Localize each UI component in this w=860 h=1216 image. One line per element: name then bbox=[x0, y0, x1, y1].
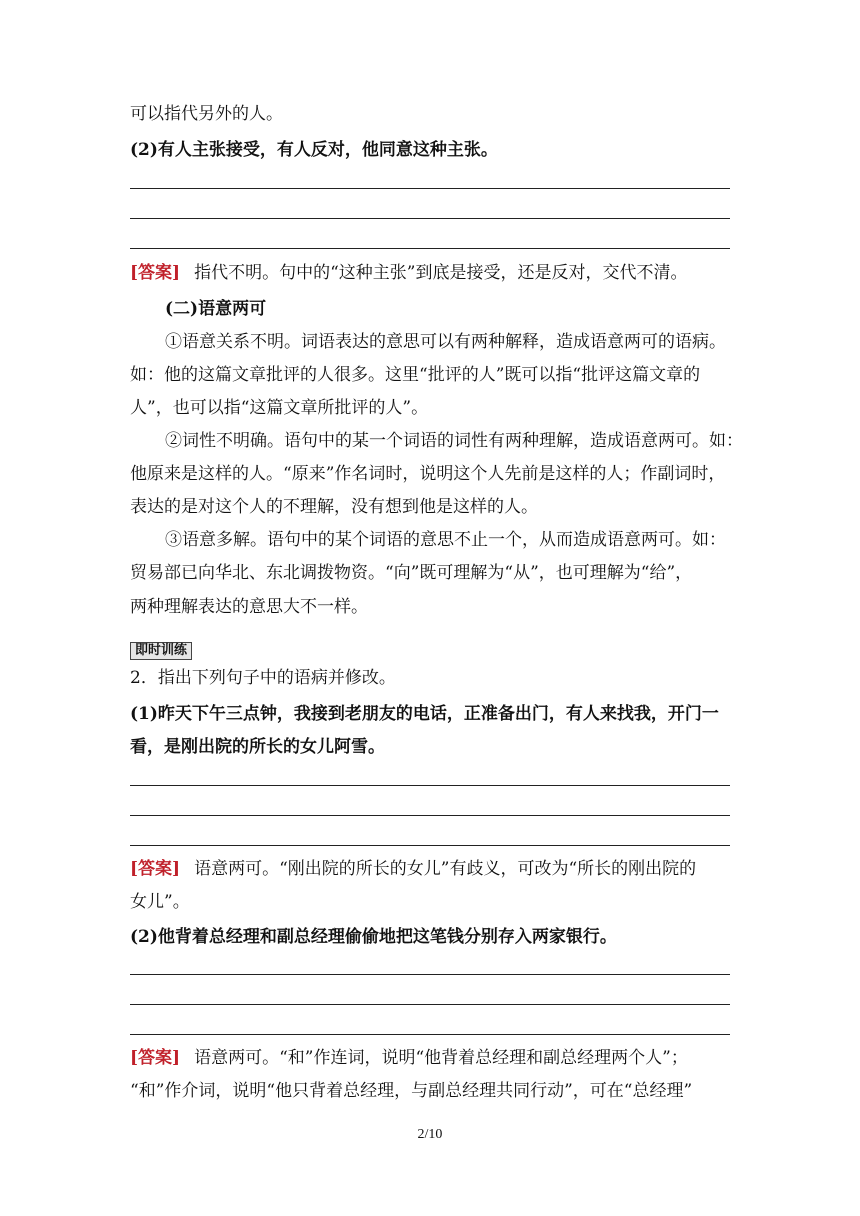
answer-label: [答案] bbox=[130, 859, 181, 879]
practice-tag: 即时训练 bbox=[130, 642, 192, 660]
answer-rule bbox=[130, 218, 730, 219]
answer-rule bbox=[130, 815, 730, 816]
answer-rule bbox=[130, 1034, 730, 1035]
practice-tag-row bbox=[130, 638, 730, 660]
answer-rule bbox=[130, 248, 730, 249]
text-line: ①语意关系不明。词语表达的意思可以有两种解释，造成语意两可的语病。 bbox=[165, 332, 726, 352]
text-line: ②词性不明确。语句中的某一个词语的词性有两种理解，造成语意两可。如： bbox=[165, 431, 743, 451]
text-line: 他原来是这样的人。“原来”作名词时，说明这个人先前是这样的人；作副词时， bbox=[130, 464, 726, 484]
text-line: 贸易部已向华北、东北调拨物资。“向”既可理解为“从”，也可理解为“给”， bbox=[130, 563, 693, 583]
text-line: 女儿”。 bbox=[130, 892, 190, 912]
page-number: 2/10 bbox=[417, 1127, 443, 1142]
question-2-1: (1)昨天下午三点钟，我接到老朋友的电话，正准备出门，有人来找我，开门一 bbox=[130, 704, 719, 724]
text-line: ③语意多解。语句中的某个词语的意思不止一个，从而造成语意两可。如： bbox=[165, 530, 726, 550]
answer-rule bbox=[130, 1004, 730, 1005]
answer-line: [答案] 语意两可。“和”作连词，说明“他背着总经理和副总经理两个人”； bbox=[130, 1048, 688, 1068]
question-2-2b: (2)他背着总经理和副总经理偷偷地把这笔钱分别存入两家银行。 bbox=[130, 927, 617, 947]
section-heading: (二)语意两可 bbox=[165, 299, 267, 319]
answer-rule bbox=[130, 785, 730, 786]
text-line: 两种理解表达的意思大不一样。 bbox=[130, 597, 368, 617]
question-2-1-cont: 看，是刚出院的所长的女儿阿雪。 bbox=[130, 737, 385, 757]
text-line: 如：他的这篇文章批评的人很多。这里“批评的人”既可以指“批评这篇文章的 bbox=[130, 365, 701, 385]
answer-rule bbox=[130, 845, 730, 846]
text-line: 人”，也可以指“这篇文章所批评的人”。 bbox=[130, 398, 429, 418]
answer-line: [答案] 语意两可。“刚出院的所长的女儿”有歧义，可改为“所长的刚出院的 bbox=[130, 859, 697, 879]
question-2: 2．指出下列句子中的语病并修改。 bbox=[130, 668, 396, 688]
answer-label: [答案] bbox=[130, 1048, 181, 1068]
text-line: “和”作介词，说明“他只背着总经理，与副总经理共同行动”，可在“总经理” bbox=[130, 1081, 693, 1101]
answer-label: [答案] bbox=[130, 263, 181, 283]
text-line: 表达的是对这个人的不理解，没有想到他是这样的人。 bbox=[130, 497, 538, 517]
answer-line: [答案] 指代不明。句中的“这种主张”到底是接受，还是反对，交代不清。 bbox=[130, 263, 688, 283]
answer-rule bbox=[130, 188, 730, 189]
text-line: 可以指代另外的人。 bbox=[130, 104, 283, 124]
answer-rule bbox=[130, 974, 730, 975]
question-2-2: (2)有人主张接受，有人反对，他同意这种主张。 bbox=[130, 140, 498, 160]
